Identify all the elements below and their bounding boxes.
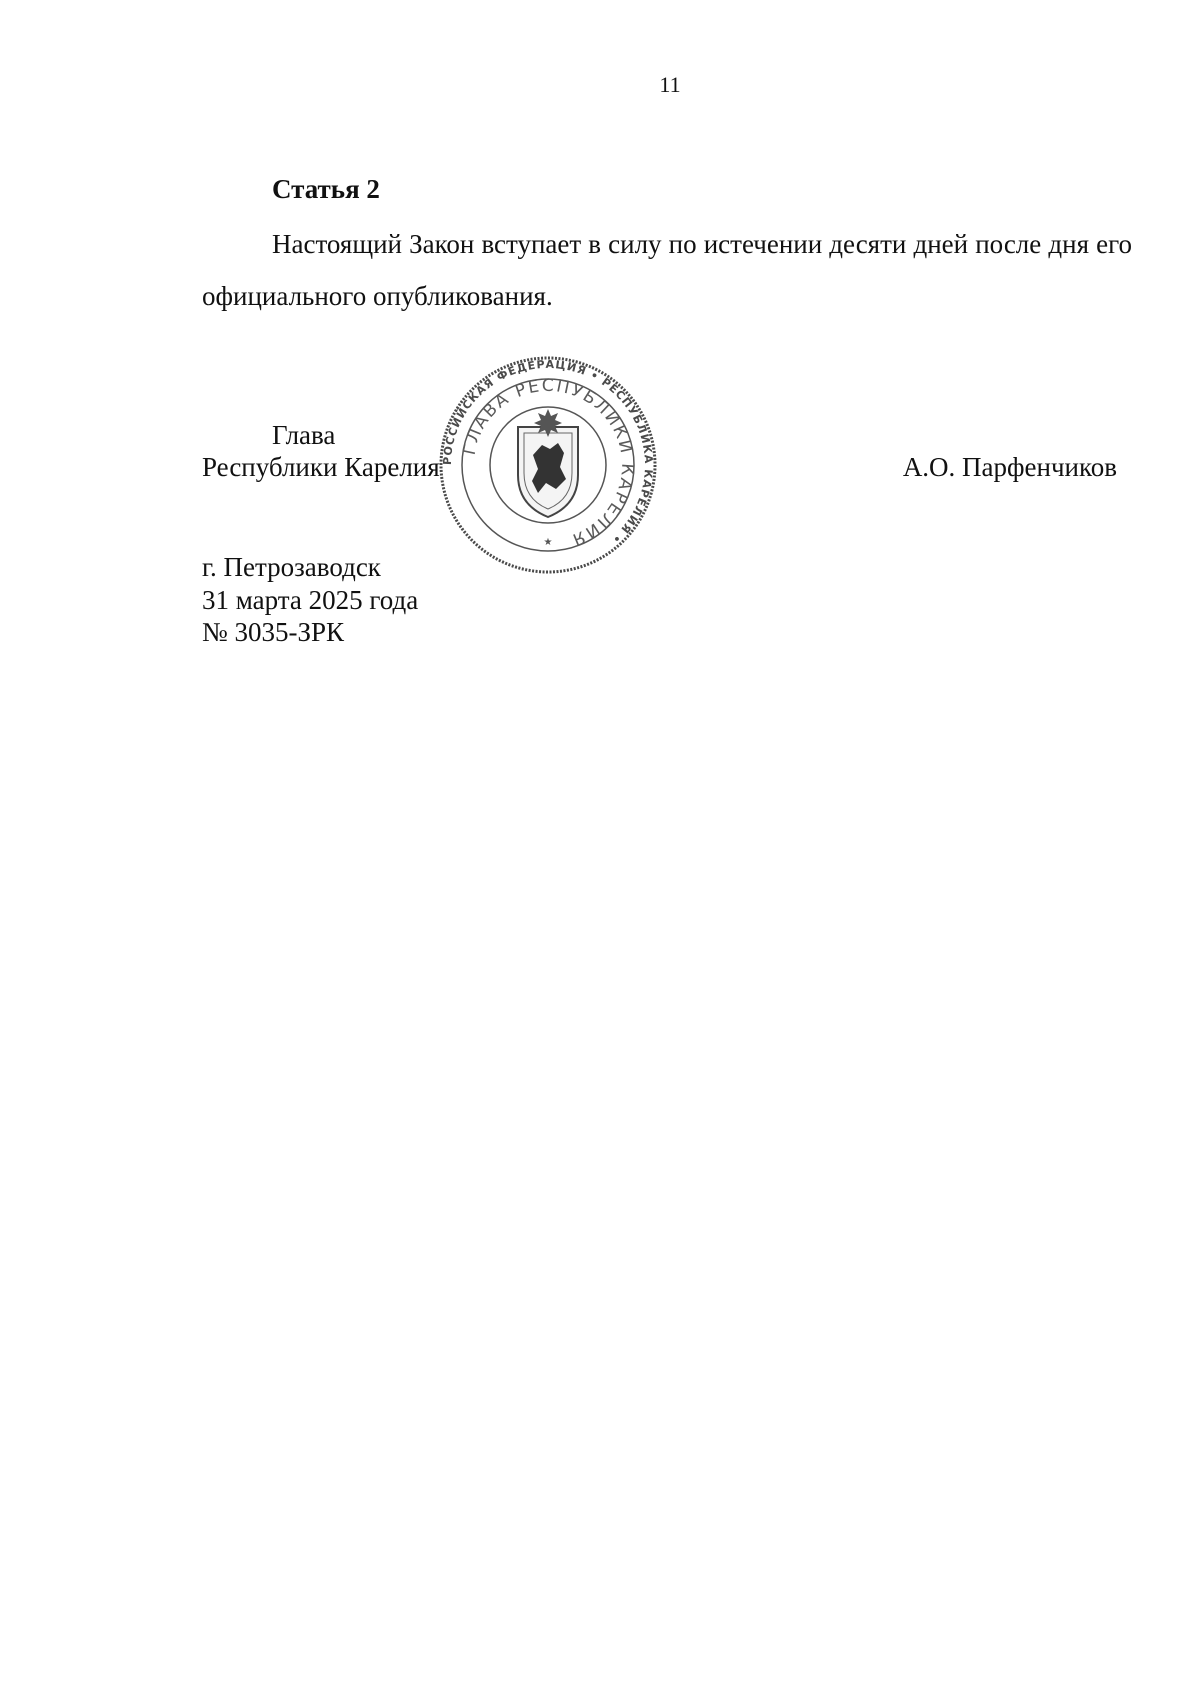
seal-inner-text: ГЛАВА РЕСПУБЛИКИ КАРЕЛИЯ bbox=[459, 375, 638, 550]
seal-outer-text: РОССИЙСКАЯ ФЕДЕРАЦИЯ • РЕСПУБЛИКА КАРЕЛИЯ • bbox=[440, 357, 656, 547]
place-of-signing: г. Петрозаводск bbox=[202, 552, 381, 582]
signatory-title-line2: Республики Карелия bbox=[202, 452, 440, 482]
coat-of-arms-icon bbox=[518, 409, 578, 517]
official-seal bbox=[438, 355, 658, 575]
law-number: № 3035-ЗРК bbox=[202, 617, 345, 647]
signatory-title-line1: Глава bbox=[272, 420, 336, 450]
date-of-signing: 31 марта 2025 года bbox=[202, 585, 419, 615]
article-text: Настоящий Закон вступает в силу по истечении десяти дней после дня его официального опубликования. bbox=[202, 229, 1132, 311]
page-number: 11 bbox=[659, 72, 681, 97]
article-heading: Статья 2 bbox=[272, 174, 380, 204]
seal-star-icon: ★ bbox=[543, 537, 553, 548]
signatory-name: А.О. Парфенчиков bbox=[902, 452, 1117, 482]
